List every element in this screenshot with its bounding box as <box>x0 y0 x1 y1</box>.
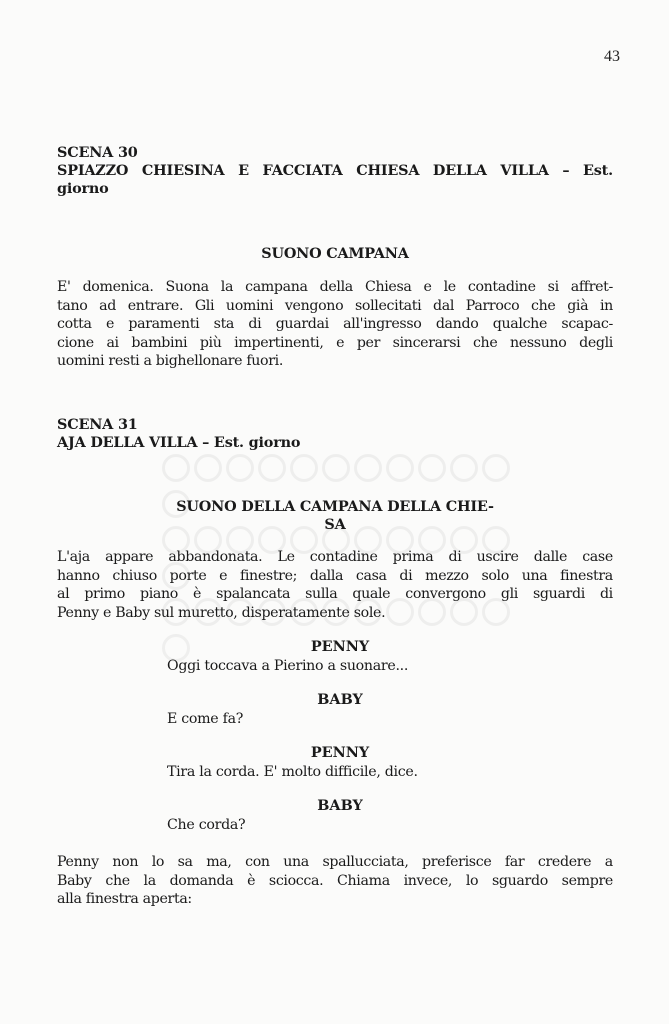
scene-30-location-word: SPIAZZO <box>57 162 129 179</box>
character-name: BABY <box>317 797 363 814</box>
character-name: PENNY <box>310 744 370 761</box>
sound-cue-line: SUONO DELLA CAMPANA DELLA CHIE- <box>176 498 494 515</box>
paragraph-line: L'aja appare abbandonata. Le contadine prima di uscire dalle case <box>57 549 613 565</box>
sound-cue-line: SA <box>324 516 346 533</box>
paragraph-line: E' domenica. Suona la campana della Chiesa e le contadine si affret- <box>57 279 613 295</box>
paragraph-line: alla finestra aperta: <box>57 891 192 908</box>
scene-30-sound-cue: SUONO CAMPANA <box>261 245 409 262</box>
scene-30-location-word: Est. <box>582 162 613 179</box>
scene-31-closing-paragraph <box>57 853 613 909</box>
paragraph-line: Baby che la domanda è sciocca. Chiama invece, lo sguardo sempre <box>57 872 613 889</box>
scene-31-heading <box>57 416 613 452</box>
scene-30-location-word: FACCIATA <box>262 162 343 179</box>
scene-31-action-paragraph <box>57 548 613 622</box>
dialogue-line: Che corda? <box>167 817 246 833</box>
scene-30-location-word: DELLA <box>432 162 487 179</box>
scene-30-action-paragraph <box>57 278 613 371</box>
scene-31-number: SCENA 31 <box>57 416 138 433</box>
paragraph-line: al primo piano è spalancata sulla quale convergono gli sguardi di <box>57 586 613 603</box>
scene-31-sound-cue <box>57 498 613 534</box>
scene-31-location: AJA DELLA VILLA – Est. giorno <box>57 434 301 451</box>
scene-30-number: SCENA 30 <box>57 144 138 161</box>
scene-30-location-word: CHIESA <box>356 162 420 179</box>
scene-30-location-line1 <box>57 162 613 180</box>
dialogue-line: Oggi toccava a Pierino a suonare... <box>167 658 409 674</box>
scene-30-location-word: VILLA <box>500 162 549 179</box>
paragraph-line: uomini resti a bighellonare fuori. <box>57 353 284 370</box>
paragraph-line: cotta e paramenti sta di guardai all'ingresso dando qualche scapac- <box>57 316 613 333</box>
paragraph-line: Penny e Baby sul muretto, disperatamente sole. <box>57 604 386 621</box>
paragraph-line: cione ai bambini più impertinenti, e per sincerarsi che nessuno degli <box>57 334 613 351</box>
paragraph-line: tano ad entrare. Gli uomini vengono sollecitati dal Parroco che già in <box>57 297 613 314</box>
paragraph-line: Penny non lo sa ma, con una spallucciata, preferisce far credere a <box>57 854 613 870</box>
dialogue-line: Tira la corda. E' molto difficile, dice. <box>167 764 418 780</box>
page-number: 43 <box>604 48 620 65</box>
scene-30-location-line2: giorno <box>57 180 109 197</box>
scene-30-location-word: E <box>238 162 249 179</box>
scene-30-location-word: CHIESINA <box>141 162 225 179</box>
character-name: PENNY <box>310 638 370 655</box>
character-name: BABY <box>317 691 363 708</box>
paragraph-line: hanno chiuso porte e finestre; dalla casa di mezzo solo una finestra <box>57 567 613 584</box>
dialogue-line: E come fa? <box>167 711 244 727</box>
scene-30-location-word: – <box>562 162 570 179</box>
scene-30-heading <box>57 144 613 198</box>
